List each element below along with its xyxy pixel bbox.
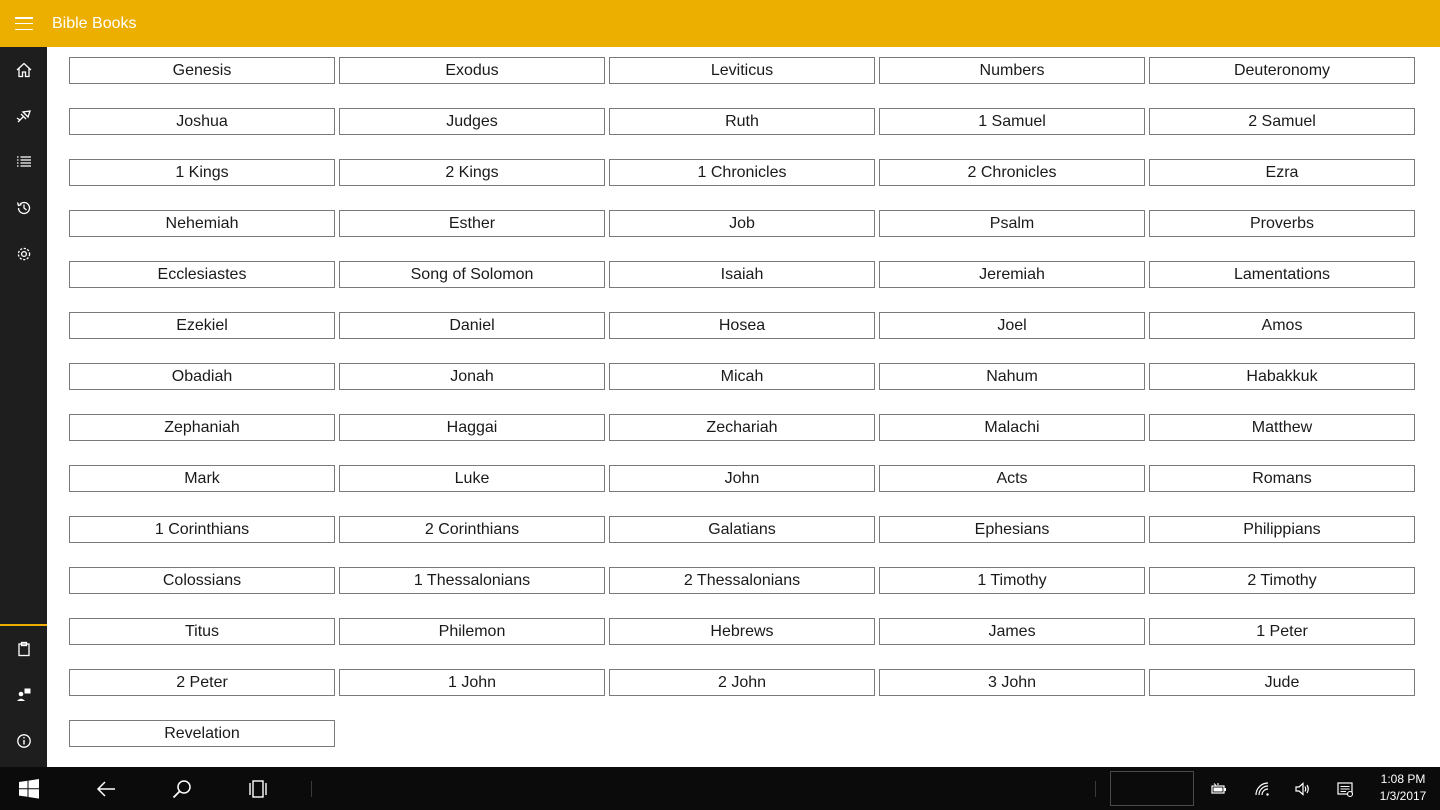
book-button[interactable]: Luke bbox=[339, 465, 605, 492]
book-button[interactable]: Genesis bbox=[69, 57, 335, 84]
rail-list-button[interactable] bbox=[0, 139, 47, 185]
taskbar-separator bbox=[311, 781, 312, 797]
rail-history-button[interactable] bbox=[0, 185, 47, 231]
taskbar-box[interactable] bbox=[1110, 771, 1194, 806]
volume-icon bbox=[1294, 780, 1312, 798]
wifi-button[interactable] bbox=[1247, 767, 1277, 810]
taskbar-search-button[interactable] bbox=[160, 767, 204, 810]
taskbar-clock[interactable] bbox=[1370, 771, 1436, 807]
rail-about-button[interactable] bbox=[0, 718, 47, 764]
back-arrow-icon bbox=[95, 778, 117, 800]
clipboard-icon bbox=[15, 640, 33, 658]
person-feedback-icon bbox=[15, 686, 33, 704]
action-center-icon bbox=[1336, 780, 1354, 798]
book-button[interactable]: 1 Thessalonians bbox=[339, 567, 605, 594]
book-button[interactable]: 1 Corinthians bbox=[69, 516, 335, 543]
gear-icon bbox=[15, 245, 33, 263]
book-button[interactable]: Philemon bbox=[339, 618, 605, 645]
volume-button[interactable] bbox=[1288, 767, 1318, 810]
book-button[interactable]: Colossians bbox=[69, 567, 335, 594]
book-button[interactable]: Jude bbox=[1149, 669, 1415, 696]
book-button[interactable]: Ezra bbox=[1149, 159, 1415, 186]
book-button[interactable]: 2 Peter bbox=[69, 669, 335, 696]
book-button[interactable]: 1 John bbox=[339, 669, 605, 696]
book-button[interactable]: Matthew bbox=[1149, 414, 1415, 441]
book-button[interactable]: Psalm bbox=[879, 210, 1145, 237]
book-button[interactable]: 2 John bbox=[609, 669, 875, 696]
book-button[interactable]: Obadiah bbox=[69, 363, 335, 390]
history-icon bbox=[15, 199, 33, 217]
hamburger-menu-button[interactable] bbox=[0, 0, 47, 47]
book-button[interactable]: Daniel bbox=[339, 312, 605, 339]
book-button[interactable]: Proverbs bbox=[1149, 210, 1415, 237]
book-button[interactable]: Isaiah bbox=[609, 261, 875, 288]
book-button[interactable]: Jeremiah bbox=[879, 261, 1145, 288]
content-area bbox=[47, 47, 1440, 767]
wifi-icon bbox=[1253, 780, 1271, 798]
book-button[interactable]: Numbers bbox=[879, 57, 1145, 84]
book-button[interactable]: Revelation bbox=[69, 720, 335, 747]
book-button[interactable]: Romans bbox=[1149, 465, 1415, 492]
action-center-button[interactable] bbox=[1330, 767, 1360, 810]
hamburger-icon bbox=[15, 17, 33, 30]
rail-feedback-button[interactable] bbox=[0, 672, 47, 718]
book-button[interactable]: Joel bbox=[879, 312, 1145, 339]
book-button[interactable]: Amos bbox=[1149, 312, 1415, 339]
book-button[interactable]: 2 Samuel bbox=[1149, 108, 1415, 135]
clock-time: 1:08 PM bbox=[1380, 772, 1426, 786]
book-button[interactable]: James bbox=[879, 618, 1145, 645]
rail-home-button[interactable] bbox=[0, 47, 47, 93]
rail-search-button[interactable] bbox=[0, 93, 47, 139]
book-button[interactable]: 1 Samuel bbox=[879, 108, 1145, 135]
taskbar bbox=[0, 767, 1440, 810]
home-icon bbox=[15, 61, 33, 79]
book-button[interactable]: Esther bbox=[339, 210, 605, 237]
clock-date: 1/3/2017 bbox=[1379, 789, 1427, 803]
battery-button[interactable] bbox=[1204, 767, 1234, 810]
book-button[interactable]: 1 Peter bbox=[1149, 618, 1415, 645]
book-button[interactable]: Jonah bbox=[339, 363, 605, 390]
app-title: Bible Books bbox=[52, 14, 137, 32]
book-button[interactable]: Leviticus bbox=[609, 57, 875, 84]
book-button[interactable]: 1 Kings bbox=[69, 159, 335, 186]
task-view-icon bbox=[247, 778, 269, 800]
book-button[interactable]: 2 Kings bbox=[339, 159, 605, 186]
book-grid bbox=[69, 57, 1415, 747]
book-button[interactable]: 1 Chronicles bbox=[609, 159, 875, 186]
book-button[interactable]: Exodus bbox=[339, 57, 605, 84]
book-button[interactable]: 2 Corinthians bbox=[339, 516, 605, 543]
book-button[interactable]: 1 Timothy bbox=[879, 567, 1145, 594]
windows-start-icon bbox=[18, 778, 40, 800]
book-button[interactable]: Job bbox=[609, 210, 875, 237]
book-button[interactable]: Micah bbox=[609, 363, 875, 390]
book-button[interactable]: Zechariah bbox=[609, 414, 875, 441]
book-button[interactable]: Habakkuk bbox=[1149, 363, 1415, 390]
book-button[interactable]: Judges bbox=[339, 108, 605, 135]
task-view-button[interactable] bbox=[236, 767, 280, 810]
book-button[interactable]: Ecclesiastes bbox=[69, 261, 335, 288]
book-button[interactable]: Haggai bbox=[339, 414, 605, 441]
book-button[interactable]: Galatians bbox=[609, 516, 875, 543]
book-button[interactable]: Lamentations bbox=[1149, 261, 1415, 288]
book-button[interactable]: Ezekiel bbox=[69, 312, 335, 339]
back-button[interactable] bbox=[84, 767, 128, 810]
taskbar-separator bbox=[1095, 781, 1096, 797]
book-button[interactable]: Joshua bbox=[69, 108, 335, 135]
book-button[interactable]: Zephaniah bbox=[69, 414, 335, 441]
battery-icon bbox=[1210, 780, 1228, 798]
book-button[interactable]: Philippians bbox=[1149, 516, 1415, 543]
rail-clipboard-button[interactable] bbox=[0, 626, 47, 672]
navigation-rail bbox=[0, 47, 47, 767]
pen-search-icon bbox=[15, 107, 33, 125]
book-button[interactable]: Deuteronomy bbox=[1149, 57, 1415, 84]
book-button[interactable]: Hosea bbox=[609, 312, 875, 339]
book-button[interactable]: Acts bbox=[879, 465, 1145, 492]
book-button[interactable]: 2 Chronicles bbox=[879, 159, 1145, 186]
book-button[interactable]: Nahum bbox=[879, 363, 1145, 390]
book-button[interactable]: Mark bbox=[69, 465, 335, 492]
book-button[interactable]: Song of Solomon bbox=[339, 261, 605, 288]
book-button[interactable]: Malachi bbox=[879, 414, 1145, 441]
search-icon bbox=[171, 778, 193, 800]
book-button[interactable]: 3 John bbox=[879, 669, 1145, 696]
book-button[interactable]: John bbox=[609, 465, 875, 492]
book-button[interactable]: Titus bbox=[69, 618, 335, 645]
book-button[interactable]: Ruth bbox=[609, 108, 875, 135]
book-button[interactable]: 2 Thessalonians bbox=[609, 567, 875, 594]
book-button[interactable]: Ephesians bbox=[879, 516, 1145, 543]
book-button[interactable]: Hebrews bbox=[609, 618, 875, 645]
book-button[interactable]: Nehemiah bbox=[69, 210, 335, 237]
info-icon bbox=[15, 732, 33, 750]
title-bar bbox=[0, 0, 1440, 47]
list-icon bbox=[15, 153, 33, 171]
rail-settings-button[interactable] bbox=[0, 231, 47, 277]
start-button[interactable] bbox=[8, 767, 50, 810]
book-button[interactable]: 2 Timothy bbox=[1149, 567, 1415, 594]
